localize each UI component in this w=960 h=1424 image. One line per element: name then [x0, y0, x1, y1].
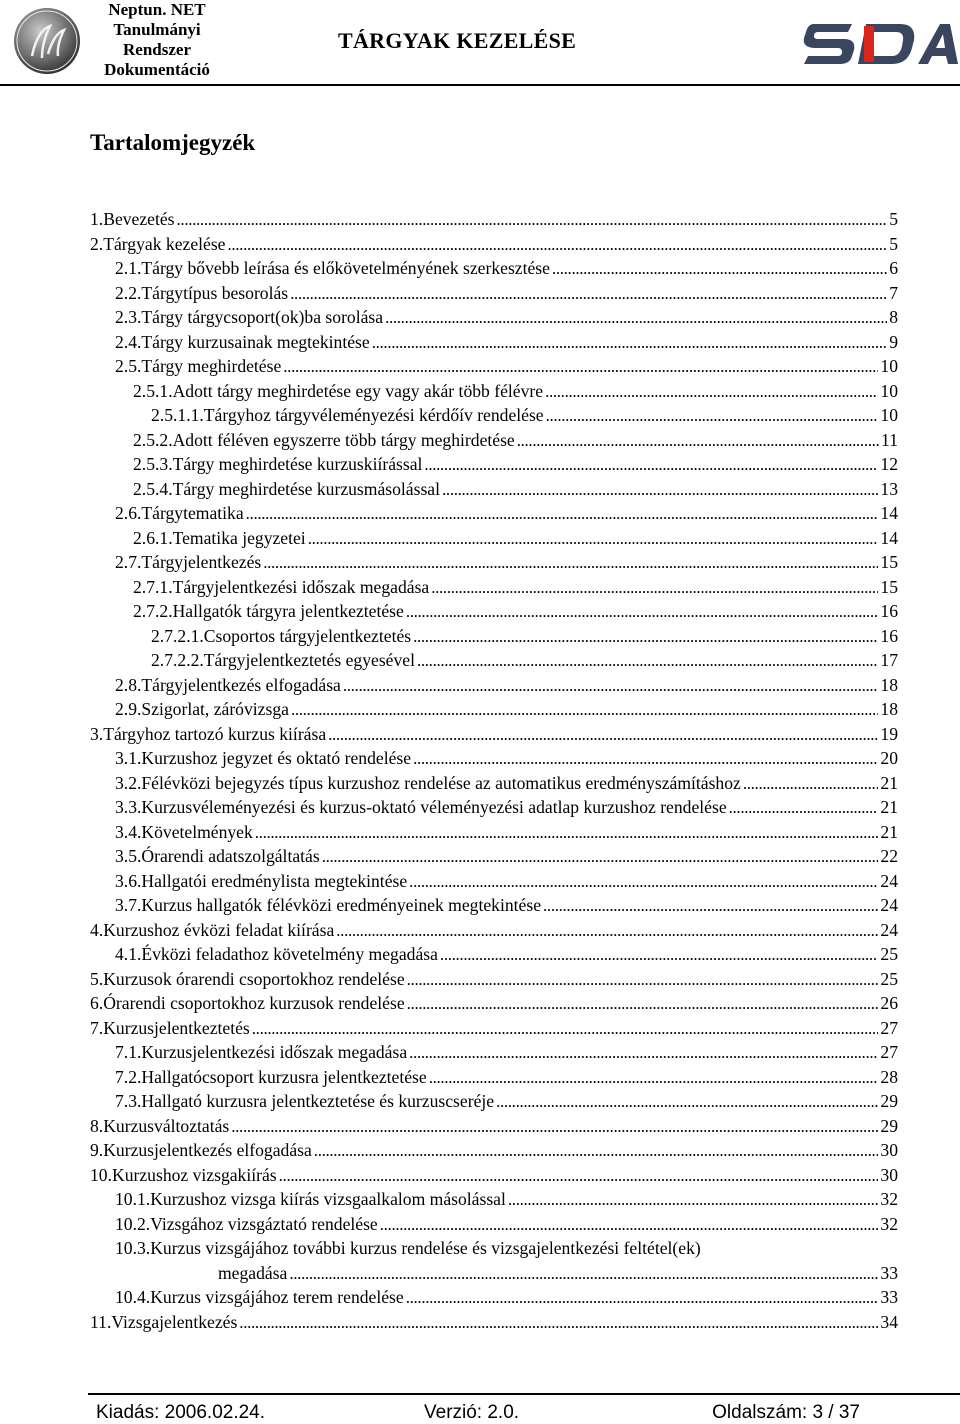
toc-entry-number: 2.6.	[115, 503, 142, 523]
page-header	[0, 0, 960, 86]
toc-page-number: 28	[880, 1066, 898, 1087]
toc-entry[interactable]	[0, 256, 960, 281]
toc-entry[interactable]	[0, 1163, 960, 1188]
toc-entry-number: 2.9.	[115, 699, 142, 719]
toc-entry-text-continued: megadása	[218, 1262, 288, 1283]
toc-dot-leader	[227, 232, 887, 258]
toc-entry-text: Kurzushoz vizsgakiírás	[112, 1164, 277, 1185]
toc-entry[interactable]	[0, 1310, 960, 1335]
toc-entry-text: Hallgató kurzusra jelentkeztetése és kurzuscseréje	[141, 1091, 495, 1111]
toc-entry-number: 3.7.	[115, 895, 142, 915]
toc-page-number: 24	[880, 870, 898, 891]
toc-page-number: 18	[880, 674, 898, 695]
toc-page-number: 14	[880, 527, 898, 548]
header-line-4: Dokumentáció	[104, 60, 210, 79]
header-product-name	[92, 0, 222, 80]
toc-page-number: 9	[889, 331, 898, 352]
toc-entry-text: Tárgytematika	[141, 503, 244, 523]
toc-entry-text: Kurzusok órarendi csoportokhoz rendelése	[103, 968, 405, 989]
toc-entry-number: 10.4.	[115, 1287, 151, 1307]
toc-dot-leader	[308, 526, 879, 552]
toc-entry-text: Adott tárgy meghirdetése egy vagy akár több félévre	[172, 380, 544, 401]
toc-entry[interactable]	[0, 550, 960, 575]
toc-entry[interactable]	[0, 771, 960, 796]
toc-dot-leader	[546, 403, 879, 429]
toc-page-number: 13	[880, 478, 898, 499]
toc-entry[interactable]	[0, 428, 960, 453]
toc-entry[interactable]	[0, 1285, 960, 1310]
toc-dot-leader	[385, 305, 887, 331]
toc-entry-number: 2.6.1.	[133, 527, 173, 548]
toc-entry[interactable]	[0, 624, 960, 649]
toc-page-number: 27	[880, 1042, 898, 1062]
toc-entry-text: Tárgyjelentkeztetés egyesével	[203, 650, 415, 670]
toc-entry-text: Kurzusjelentkeztetés	[103, 1017, 250, 1038]
toc-page-number: 10	[880, 405, 898, 425]
toc-entry[interactable]	[0, 1065, 960, 1090]
toc-entry[interactable]	[0, 991, 960, 1016]
toc-entry-text: Adott féléven egyszerre több tárgy meghirdetése	[172, 429, 515, 450]
toc-page-number: 10	[880, 380, 898, 401]
toc-page-number: 10	[880, 356, 898, 376]
toc-entry-number: 2.5.1.	[133, 380, 173, 401]
toc-dot-leader	[231, 1114, 878, 1140]
toc-entry-text: Kurzusjelentkezési időszak megadása	[141, 1042, 408, 1062]
toc-page-number: 14	[880, 503, 898, 523]
toc-entry-text: Vizsgajelentkezés	[111, 1311, 238, 1332]
toc-page-number: 24	[880, 919, 898, 940]
toc-page-number: 5	[889, 209, 898, 229]
toc-page-number: 12	[880, 454, 898, 474]
toc-entry-text: Tárgyak kezelése	[103, 233, 226, 254]
toc-dot-leader	[429, 1065, 879, 1091]
toc-dot-leader	[743, 771, 879, 797]
toc-dot-leader	[552, 256, 887, 282]
toc-entry[interactable]	[0, 1089, 960, 1114]
issue-date: Kiadás: 2006.02.24.	[96, 1402, 266, 1423]
toc-entry-number: 2.7.1.	[133, 576, 173, 597]
toc-entry-text: Kurzushoz jegyzet és oktató rendelése	[141, 748, 412, 768]
toc-entry-heading	[115, 1236, 701, 1261]
toc-entry-text: Kurzus vizsgájához terem rendelése	[150, 1287, 404, 1307]
toc-dot-leader	[239, 1310, 878, 1336]
toc-page-number: 21	[880, 821, 898, 842]
toc-page-number: 17	[880, 650, 898, 670]
toc-entry-number: 3.6.	[115, 870, 142, 891]
toc-dot-leader	[729, 795, 879, 821]
toc-entry[interactable]	[0, 967, 960, 992]
toc-entry[interactable]	[0, 599, 960, 624]
toc-page-number: 21	[880, 797, 898, 817]
toc-entry-text: Kurzus hallgatók félévközi eredményeinek megtekintése	[141, 895, 542, 915]
toc-page-number: 25	[880, 968, 898, 989]
toc-entry[interactable]	[0, 844, 960, 869]
toc-title: Tartalomjegyzék	[90, 130, 256, 155]
toc-entry[interactable]	[0, 354, 960, 379]
toc-dot-leader	[543, 893, 878, 919]
toc-page-number: 8	[889, 307, 898, 327]
toc-entry[interactable]	[0, 232, 960, 257]
toc-entry-number: 10.3.	[115, 1238, 151, 1258]
toc-page-number: 21	[880, 772, 898, 793]
table-of-contents	[0, 207, 960, 1334]
toc-entry[interactable]	[0, 918, 960, 943]
toc-entry[interactable]	[0, 281, 960, 306]
toc-entry[interactable]	[0, 452, 960, 477]
toc-entry-number: 4.	[90, 919, 104, 940]
toc-entry[interactable]	[0, 379, 960, 404]
toc-dot-leader	[289, 1261, 878, 1287]
toc-dot-leader	[372, 330, 887, 356]
toc-entry[interactable]	[0, 305, 960, 330]
toc-page-number: 33	[880, 1287, 898, 1307]
header-line-3: Rendszer	[123, 40, 191, 59]
toc-page-number: 15	[880, 576, 898, 597]
page-number: Oldalszám: 3 / 37	[712, 1402, 860, 1423]
toc-entry-number: 2.7.2.2.	[151, 650, 204, 670]
toc-entry-number: 11.	[90, 1311, 112, 1332]
toc-page-number: 7	[889, 282, 898, 303]
toc-entry[interactable]	[0, 575, 960, 600]
toc-entry-number: 2.8.	[115, 674, 142, 695]
toc-dot-leader	[431, 575, 878, 601]
toc-entry-text: Tárgy tárgycsoport(ok)ba sorolása	[141, 307, 384, 327]
toc-entry-number: 7.1.	[115, 1042, 142, 1062]
toc-entry-number: 9.	[90, 1140, 104, 1160]
toc-dot-leader	[508, 1187, 879, 1213]
toc-entry[interactable]	[0, 1114, 960, 1139]
toc-dot-leader	[246, 501, 879, 527]
toc-entry-number: 3.5.	[115, 846, 142, 866]
toc-entry-text: Tematika jegyzetei	[172, 527, 306, 548]
toc-entry[interactable]	[0, 403, 960, 428]
toc-entry-number: 2.5.1.1.	[151, 405, 204, 425]
toc-entry[interactable]	[0, 1187, 960, 1212]
toc-entry-text: Tárgytípus besorolás	[141, 282, 289, 303]
toc-page-number: 24	[880, 895, 898, 915]
toc-page-number: 22	[880, 846, 898, 866]
toc-page-number: 16	[880, 601, 898, 621]
toc-entry-text: Tárgyhoz tartozó kurzus kiírása	[103, 723, 327, 744]
toc-entry-text: Hallgatócsoport kurzusra jelentkeztetése	[141, 1066, 427, 1087]
toc-dot-leader	[413, 624, 878, 650]
toc-entry-text: Tárgy meghirdetése kurzuskiírással	[172, 454, 423, 474]
toc-entry[interactable]	[0, 1016, 960, 1041]
toc-entry-number: 7.	[90, 1017, 104, 1038]
toc-dot-leader	[291, 697, 878, 723]
toc-entry-number: 4.1.	[115, 944, 142, 964]
toc-entry[interactable]	[0, 207, 960, 232]
toc-dot-leader	[252, 1016, 879, 1042]
toc-entry-text: Követelmények	[141, 821, 253, 842]
toc-dot-leader	[545, 379, 878, 405]
toc-entry[interactable]	[0, 1212, 960, 1237]
toc-entry-text: Hallgatói eredménylista megtekintése	[141, 870, 408, 891]
toc-dot-leader	[417, 648, 878, 674]
toc-dot-leader	[322, 844, 879, 870]
toc-entry-number: 2.5.2.	[133, 429, 173, 450]
toc-page-number: 30	[880, 1140, 898, 1160]
toc-page-number: 5	[889, 233, 898, 254]
toc-dot-leader	[263, 550, 878, 576]
toc-dot-leader	[380, 1212, 879, 1238]
footer-divider	[88, 1393, 960, 1395]
toc-page-number: 27	[880, 1017, 898, 1038]
toc-entry-number: 2.5.	[115, 356, 142, 376]
toc-page-number: 25	[880, 944, 898, 964]
version-label: Verzió: 2.0.	[424, 1402, 520, 1423]
toc-dot-leader	[328, 722, 878, 748]
toc-dot-leader	[283, 354, 878, 380]
toc-entry-number: 3.3.	[115, 797, 142, 817]
toc-entry-text: Évközi feladathoz követelmény megadása	[141, 944, 438, 964]
toc-entry-text: Órarendi adatszolgáltatás	[141, 846, 320, 866]
toc-dot-leader	[177, 207, 888, 233]
toc-dot-leader	[413, 746, 878, 772]
toc-entry-number: 1.	[90, 209, 104, 229]
toc-entry-text: Kurzusvéleményezési és kurzus-oktató véleményezési adatlap kurzushoz rendelése	[141, 797, 727, 817]
page-footer	[0, 1400, 960, 1423]
toc-page-number: 33	[880, 1262, 898, 1283]
toc-entry-text: Tárgyjelentkezés	[141, 552, 262, 572]
toc-entry-text: Tárgy kurzusainak megtekintése	[141, 331, 370, 352]
toc-entry-number: 3.4.	[115, 821, 142, 842]
toc-entry-number: 10.	[90, 1164, 112, 1185]
header-line-2: Tanulmányi	[113, 20, 201, 39]
toc-entry-text: Tárgyjelentkezés elfogadása	[141, 674, 341, 695]
toc-entry[interactable]	[0, 648, 960, 673]
toc-dot-leader	[440, 942, 878, 968]
toc-entry-text: Kurzusváltoztatás	[103, 1115, 230, 1136]
toc-entry-number: 8.	[90, 1115, 104, 1136]
toc-entry-text: Órarendi csoportokhoz kurzusok rendelése	[103, 993, 405, 1013]
toc-dot-leader	[409, 1040, 878, 1066]
toc-entry-number: 2.7.2.1.	[151, 625, 204, 646]
toc-entry-text: Hallgatók tárgyra jelentkeztetése	[172, 601, 404, 621]
toc-entry-text: Kurzusjelentkezés elfogadása	[103, 1140, 312, 1160]
toc-entry-number: 3.1.	[115, 748, 142, 768]
toc-dot-leader	[255, 820, 879, 846]
toc-dot-leader	[279, 1163, 879, 1189]
toc-entry-text: Félévközi bejegyzés típus kurzushoz rendelése az automatikus eredményszámításhoz	[141, 772, 741, 793]
toc-entry-number: 2.	[90, 233, 104, 254]
toc-page-number: 29	[880, 1091, 898, 1111]
toc-entry-number: 6.	[90, 993, 104, 1013]
toc-dot-leader	[496, 1089, 878, 1115]
toc-entry-text: Kurzushoz vizsga kiírás vizsgaalkalom másolással	[150, 1189, 506, 1209]
sda-studio-logo-icon	[800, 10, 960, 74]
toc-dot-leader	[406, 1285, 879, 1311]
toc-dot-leader	[407, 991, 879, 1017]
university-logo-icon	[12, 6, 82, 76]
toc-dot-leader	[336, 918, 878, 944]
header-line-1: Neptun. NET	[108, 0, 206, 19]
toc-entry-number: 2.7.	[115, 552, 142, 572]
toc-entry-number: 5.	[90, 968, 104, 989]
toc-page-number: 11	[881, 429, 898, 450]
toc-page-number: 6	[889, 258, 898, 278]
toc-page-number: 32	[880, 1189, 898, 1209]
toc-entry-text: Kurzushoz évközi feladat kiírása	[103, 919, 335, 940]
toc-entry-text: Szigorlat, záróvizsga	[141, 699, 289, 719]
toc-entry-number: 3.2.	[115, 772, 142, 793]
toc-page-number: 19	[880, 723, 898, 744]
toc-entry[interactable]	[0, 1138, 960, 1163]
toc-entry-text: Tárgyhoz tárgyvéleményezési kérdőív rendelése	[203, 405, 544, 425]
toc-entry-number: 7.2.	[115, 1066, 142, 1087]
toc-page-number: 20	[880, 748, 898, 768]
toc-dot-leader	[406, 599, 879, 625]
toc-page-number: 16	[880, 625, 898, 646]
toc-entry[interactable]	[0, 869, 960, 894]
toc-entry-text: Tárgy meghirdetése	[141, 356, 282, 376]
toc-page-number: 15	[880, 552, 898, 572]
header-title: TÁRGYAK KEZELÉSE	[338, 28, 577, 53]
toc-entry-number: 2.5.3.	[133, 454, 173, 474]
toc-dot-leader	[424, 452, 878, 478]
toc-entry[interactable]	[0, 893, 960, 918]
toc-entry-number: 2.2.	[115, 282, 142, 303]
toc-entry[interactable]	[0, 942, 960, 967]
header-divider	[0, 84, 960, 86]
toc-entry[interactable]	[0, 477, 960, 502]
toc-entry[interactable]	[0, 1236, 960, 1285]
toc-entry[interactable]	[0, 501, 960, 526]
toc-dot-leader	[314, 1138, 879, 1164]
toc-entry[interactable]	[0, 697, 960, 722]
toc-entry-text: Csoportos tárgyjelentkeztetés	[203, 625, 412, 646]
toc-dot-leader	[517, 428, 879, 454]
toc-page-number: 26	[880, 993, 898, 1013]
toc-entry-text: Vizsgához vizsgáztató rendelése	[150, 1213, 378, 1234]
toc-dot-leader	[343, 673, 879, 699]
toc-entry-number: 10.1.	[115, 1189, 151, 1209]
toc-entry-number: 2.4.	[115, 331, 142, 352]
toc-entry[interactable]	[0, 722, 960, 747]
toc-entry-number: 7.3.	[115, 1091, 142, 1111]
toc-entry-text: Tárgy bővebb leírása és előkövetelményének szerkesztése	[141, 258, 550, 278]
toc-entry-number: 2.1.	[115, 258, 142, 278]
toc-entry-number: 2.5.4.	[133, 478, 173, 499]
toc-page-number: 34	[880, 1311, 898, 1332]
toc-entry-text: Tárgyjelentkezési időszak megadása	[172, 576, 430, 597]
toc-page-number: 18	[880, 699, 898, 719]
toc-entry[interactable]	[0, 795, 960, 820]
toc-page-number: 32	[880, 1213, 898, 1234]
toc-entry-number: 2.3.	[115, 307, 142, 327]
toc-entry-number: 3.	[90, 723, 104, 744]
toc-dot-leader	[409, 869, 878, 895]
toc-entry[interactable]	[0, 673, 960, 698]
toc-entry-text: Bevezetés	[103, 209, 175, 229]
toc-entry-text: Kurzus vizsgájához további kurzus rendelése és vizsgajelentkezési feltétel(ek)	[150, 1238, 701, 1258]
toc-entry-number: 2.7.2.	[133, 601, 173, 621]
toc-entry[interactable]	[0, 746, 960, 771]
toc-entry[interactable]	[0, 526, 960, 551]
toc-entry-number: 10.2.	[115, 1213, 151, 1234]
toc-dot-leader	[442, 477, 878, 503]
toc-entry[interactable]	[0, 1040, 960, 1065]
toc-dot-leader	[407, 967, 879, 993]
toc-entry[interactable]	[0, 330, 960, 355]
toc-page-number: 29	[880, 1115, 898, 1136]
toc-dot-leader	[290, 281, 887, 307]
toc-entry[interactable]	[0, 820, 960, 845]
toc-entry-text: Tárgy meghirdetése kurzusmásolással	[172, 478, 441, 499]
toc-page-number: 30	[880, 1164, 898, 1185]
